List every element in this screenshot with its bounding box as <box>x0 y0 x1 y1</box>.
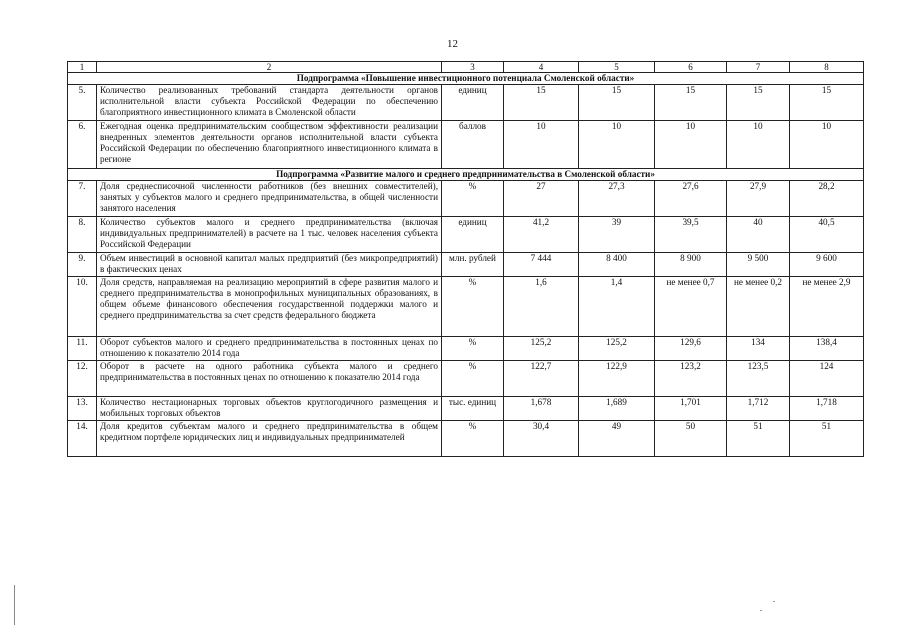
value-col-5: 1,4 <box>579 277 655 337</box>
table-row <box>68 421 864 457</box>
unit: единиц <box>442 217 504 253</box>
scan-margin-mark <box>14 585 15 625</box>
row-number: 9. <box>68 253 97 277</box>
value-col-6: 129,6 <box>655 337 727 361</box>
value-col-6: 123,2 <box>655 361 727 397</box>
column-number: 1 <box>68 62 97 73</box>
value-col-7: 40 <box>727 217 790 253</box>
value-col-5: 10 <box>579 121 655 169</box>
value-col-4: 27 <box>504 181 579 217</box>
value-col-8: 124 <box>790 361 864 397</box>
row-number: 10. <box>68 277 97 337</box>
column-number: 8 <box>790 62 864 73</box>
table-row <box>68 277 864 337</box>
value-col-5: 125,2 <box>579 337 655 361</box>
unit: % <box>442 361 504 397</box>
value-col-7: 15 <box>727 85 790 121</box>
value-col-7: не менее 0,2 <box>727 277 790 337</box>
value-col-6: 39,5 <box>655 217 727 253</box>
value-col-6: 50 <box>655 421 727 457</box>
value-col-8: 40,5 <box>790 217 864 253</box>
section-header <box>68 169 864 181</box>
row-number: 7. <box>68 181 97 217</box>
value-col-5: 1,689 <box>579 397 655 421</box>
value-col-7: 123,5 <box>727 361 790 397</box>
indicators-table <box>67 61 864 457</box>
page-number: 12 <box>447 38 458 50</box>
value-col-8: 9 600 <box>790 253 864 277</box>
value-col-7: 51 <box>727 421 790 457</box>
value-col-8: 138,4 <box>790 337 864 361</box>
section-title: Подпрограмма «Развитие малого и среднего предпринимательства в Смоленской области» <box>68 169 864 181</box>
indicator-name: Ежегодная оценка предпринимательским сообществом эффективности реализации внедренных элементов деятельности органов исполнительной власти субъекта Российской Федерации по обеспечению благоприятного инвестиционного климата в регионе <box>97 121 442 169</box>
table-row <box>68 181 864 217</box>
unit: единиц <box>442 85 504 121</box>
column-number: 6 <box>655 62 727 73</box>
value-col-7: 134 <box>727 337 790 361</box>
value-col-4: 30,4 <box>504 421 579 457</box>
value-col-5: 8 400 <box>579 253 655 277</box>
row-number: 8. <box>68 217 97 253</box>
value-col-8: 51 <box>790 421 864 457</box>
table-row <box>68 361 864 397</box>
table-row <box>68 337 864 361</box>
value-col-5: 27,3 <box>579 181 655 217</box>
indicator-name: Доля средств, направляемая на реализацию мероприятий в сфере развития малого и среднего предпринимательства в монопрофильных муниципальных образованиях, в общем объеме финансового обеспечения государственной поддержки малого и среднего предпринимательства за счет средств федерального бюджета <box>97 277 442 337</box>
value-col-4: 125,2 <box>504 337 579 361</box>
column-number-row <box>68 62 864 73</box>
value-col-7: 1,712 <box>727 397 790 421</box>
indicator-name: Количество нестационарных торговых объектов круглогодичного размещения и мобильных торговых объектов <box>97 397 442 421</box>
value-col-6: 8 900 <box>655 253 727 277</box>
value-col-4: 41,2 <box>504 217 579 253</box>
value-col-8: не менее 2,9 <box>790 277 864 337</box>
value-col-4: 1,6 <box>504 277 579 337</box>
column-number: 2 <box>97 62 442 73</box>
indicator-name: Количество субъектов малого и среднего предпринимательства (включая индивидуальных предпринимателей) в расчете на 1 тыс. человек населения субъекта Российской Федерации <box>97 217 442 253</box>
value-col-7: 10 <box>727 121 790 169</box>
indicator-name: Доля среднесписочной численности работников (без внешних совместителей), занятых у субъектов малого и среднего предпринимательства, в общей численности занятого населения <box>97 181 442 217</box>
row-number: 12. <box>68 361 97 397</box>
indicator-name: Объем инвестиций в основной капитал малых предприятий (без микропредприятий) в фактических ценах <box>97 253 442 277</box>
unit: % <box>442 277 504 337</box>
column-number: 3 <box>442 62 504 73</box>
row-number: 6. <box>68 121 97 169</box>
unit: % <box>442 421 504 457</box>
indicator-name: Количество реализованных требований стандарта деятельности органов исполнительной власти субъекта Российской Федерации по обеспечению благоприятного инвестиционного климата в Смоленской области <box>97 85 442 121</box>
value-col-6: не менее 0,7 <box>655 277 727 337</box>
value-col-8: 1,718 <box>790 397 864 421</box>
scan-speck <box>760 610 762 611</box>
value-col-6: 1,701 <box>655 397 727 421</box>
row-number: 5. <box>68 85 97 121</box>
section-title: Подпрограмма «Повышение инвестиционного потенциала Смоленской области» <box>68 73 864 85</box>
value-col-8: 15 <box>790 85 864 121</box>
value-col-4: 1,678 <box>504 397 579 421</box>
section-header <box>68 73 864 85</box>
value-col-4: 122,7 <box>504 361 579 397</box>
unit: тыс. единиц <box>442 397 504 421</box>
value-col-4: 7 444 <box>504 253 579 277</box>
indicator-name: Оборот в расчете на одного работника субъекта малого и среднего предпринимательства в постоянных ценах по отношению к показателю 2014 года <box>97 361 442 397</box>
value-col-5: 15 <box>579 85 655 121</box>
table-row <box>68 121 864 169</box>
value-col-4: 10 <box>504 121 579 169</box>
value-col-8: 10 <box>790 121 864 169</box>
value-col-8: 28,2 <box>790 181 864 217</box>
unit: % <box>442 181 504 217</box>
column-number: 5 <box>579 62 655 73</box>
table-row <box>68 217 864 253</box>
value-col-5: 122,9 <box>579 361 655 397</box>
value-col-6: 10 <box>655 121 727 169</box>
value-col-6: 27,6 <box>655 181 727 217</box>
value-col-4: 15 <box>504 85 579 121</box>
value-col-5: 39 <box>579 217 655 253</box>
indicator-name: Оборот субъектов малого и среднего предпринимательства в постоянных ценах по отношению к показателю 2014 года <box>97 337 442 361</box>
table-row <box>68 253 864 277</box>
value-col-7: 9 500 <box>727 253 790 277</box>
row-number: 14. <box>68 421 97 457</box>
unit: % <box>442 337 504 361</box>
indicator-name: Доля кредитов субъектам малого и среднего предпринимательства в общем кредитном портфеле юридических лиц и индивидуальных предпринимателей <box>97 421 442 457</box>
value-col-5: 49 <box>579 421 655 457</box>
column-number: 7 <box>727 62 790 73</box>
column-number: 4 <box>504 62 579 73</box>
scan-speck <box>773 601 775 602</box>
table-row <box>68 397 864 421</box>
row-number: 13. <box>68 397 97 421</box>
table-row <box>68 85 864 121</box>
unit: баллов <box>442 121 504 169</box>
row-number: 11. <box>68 337 97 361</box>
value-col-7: 27,9 <box>727 181 790 217</box>
unit: млн. рублей <box>442 253 504 277</box>
value-col-6: 15 <box>655 85 727 121</box>
